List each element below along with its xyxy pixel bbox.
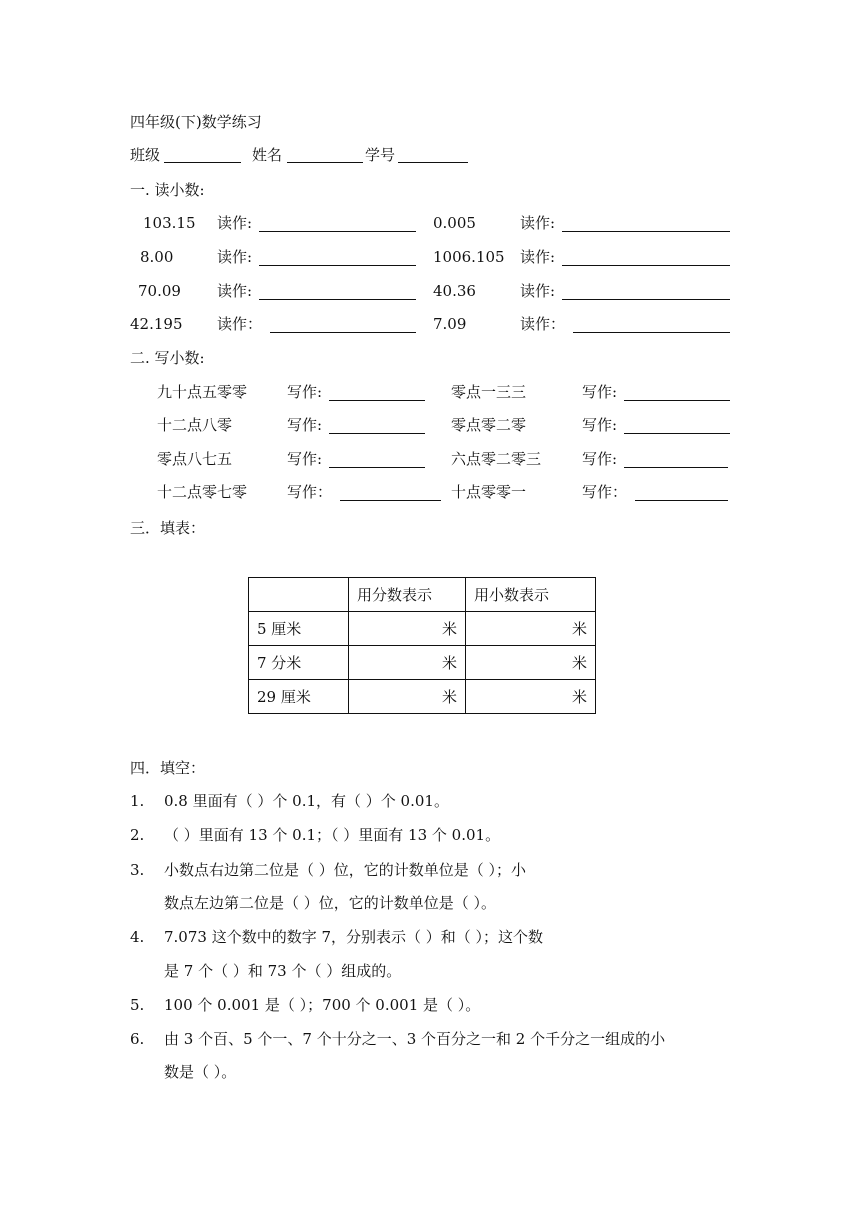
read-label: 读作: [217, 214, 253, 232]
fraction-answer-cell[interactable]: 米 [349, 680, 466, 714]
read-number: 40.36 [433, 282, 476, 300]
answer-blank[interactable] [562, 231, 730, 232]
question-text: 由 3 个百、5 个一、7 个十分之一、3 个百分之一和 2 个千分之一组成的小 [164, 1030, 666, 1048]
table-row [249, 680, 596, 714]
question-text: （ ）里面有 13 个 0.1；（ ）里面有 13 个 0.01。 [164, 826, 501, 844]
question-number: 5. [130, 996, 145, 1014]
answer-blank[interactable] [624, 433, 730, 434]
question-number: 1. [130, 792, 145, 810]
answer-blank[interactable] [562, 265, 730, 266]
read-number: 103.15 [143, 214, 196, 232]
read-number: 70.09 [138, 282, 181, 300]
conversion-table [248, 577, 596, 714]
answer-blank[interactable] [329, 433, 425, 434]
id-blank[interactable] [398, 162, 468, 163]
write-label: 写作： [582, 483, 628, 501]
read-label: 读作: [520, 214, 556, 232]
decimal-answer-cell[interactable]: 米 [466, 680, 596, 714]
question-text-continued: 是 7 个（ ）和 73 个（ ）组成的。 [164, 962, 402, 980]
write-words: 十二点八零 [157, 416, 233, 434]
write-words: 六点零二零三 [451, 450, 542, 468]
read-number: 7.09 [433, 315, 467, 333]
question-text: 小数点右边第二位是（ ）位，它的计数单位是（ ）；小 [164, 861, 527, 879]
question-text: 100 个 0.001 是（ ）；700 个 0.001 是（ ）。 [164, 996, 481, 1014]
write-label: 写作： [287, 483, 333, 501]
read-number: 42.195 [130, 315, 183, 333]
read-label: 读作: [520, 282, 556, 300]
header-cell-fraction: 用分数表示 [349, 578, 466, 612]
answer-blank[interactable] [635, 500, 728, 501]
write-words: 十点零零一 [451, 483, 527, 501]
answer-blank[interactable] [624, 467, 728, 468]
write-words: 零点一三三 [451, 383, 527, 401]
read-label: 读作: [520, 248, 556, 266]
read-label: 读作： [217, 315, 263, 333]
class-blank[interactable] [164, 162, 241, 163]
write-label: 写作: [287, 450, 323, 468]
answer-blank[interactable] [562, 299, 730, 300]
row-label: 7 分米 [249, 646, 349, 680]
read-number: 8.00 [140, 248, 174, 266]
fraction-answer-cell[interactable]: 米 [349, 646, 466, 680]
section-3-heading: 三．填表： [130, 519, 206, 537]
row-label: 5 厘米 [249, 612, 349, 646]
answer-blank[interactable] [340, 500, 441, 501]
table-header-row [249, 578, 596, 612]
section-2-heading: 二. 写小数: [130, 349, 205, 367]
answer-blank[interactable] [259, 231, 416, 232]
write-label: 写作: [582, 450, 618, 468]
read-label: 读作： [520, 315, 566, 333]
decimal-answer-cell[interactable]: 米 [466, 612, 596, 646]
read-label: 读作: [217, 282, 253, 300]
write-words: 零点八七五 [157, 450, 233, 468]
decimal-answer-cell[interactable]: 米 [466, 646, 596, 680]
write-label: 写作: [582, 383, 618, 401]
row-label: 29 厘米 [249, 680, 349, 714]
write-words: 九十点五零零 [157, 383, 248, 401]
question-number: 2. [130, 826, 145, 844]
table-row [249, 646, 596, 680]
write-words: 十二点零七零 [157, 483, 248, 501]
section-4-heading: 四．填空： [130, 759, 206, 777]
write-words: 零点零二零 [451, 416, 527, 434]
write-label: 写作: [582, 416, 618, 434]
answer-blank[interactable] [270, 332, 416, 333]
question-number: 4. [130, 928, 145, 946]
page-title: 四年级(下)数学练习 [130, 113, 262, 131]
question-text-continued: 数是（ ）。 [164, 1063, 237, 1081]
answer-blank[interactable] [573, 332, 730, 333]
answer-blank[interactable] [329, 467, 425, 468]
read-number: 1006.105 [433, 248, 505, 266]
question-number: 3. [130, 861, 145, 879]
answer-blank[interactable] [329, 400, 425, 401]
class-label: 班级 [130, 146, 161, 164]
id-label: 学号 [365, 146, 396, 164]
write-label: 写作: [287, 416, 323, 434]
answer-blank[interactable] [624, 400, 730, 401]
question-text: 7.073 这个数中的数字 7，分别表示（ ）和（ ）；这个数 [164, 928, 544, 946]
question-text-continued: 数点左边第二位是（ ）位，它的计数单位是（ ）。 [164, 894, 497, 912]
answer-blank[interactable] [259, 299, 416, 300]
read-label: 读作: [217, 248, 253, 266]
name-blank[interactable] [287, 162, 363, 163]
name-label: 姓名 [252, 146, 283, 164]
fraction-answer-cell[interactable]: 米 [349, 612, 466, 646]
header-cell-decimal: 用小数表示 [466, 578, 596, 612]
question-number: 6. [130, 1030, 145, 1048]
section-1-heading: 一. 读小数: [130, 181, 205, 199]
question-text: 0.8 里面有（ ）个 0.1，有（ ）个 0.01。 [164, 792, 449, 810]
table-row [249, 612, 596, 646]
answer-blank[interactable] [259, 265, 416, 266]
read-number: 0.005 [433, 214, 476, 232]
header-cell-empty [249, 578, 349, 612]
write-label: 写作: [287, 383, 323, 401]
